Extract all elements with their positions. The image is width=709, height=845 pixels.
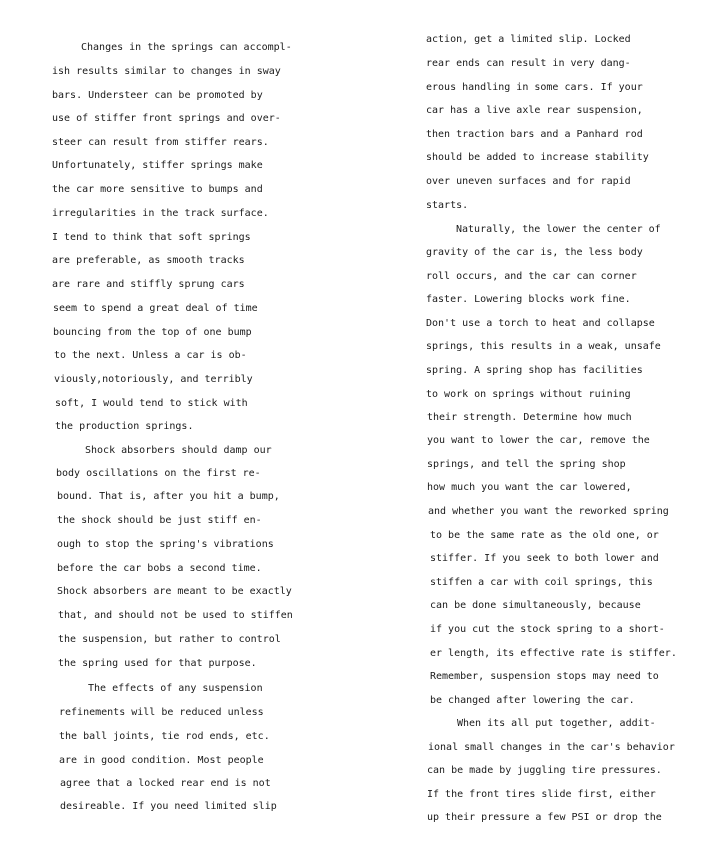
text-line: Shock absorbers are meant to be exactly — [57, 586, 292, 597]
text-line: if you cut the stock spring to a short- — [430, 624, 665, 635]
text-line: stiffer. If you seek to both lower and — [430, 553, 659, 564]
text-line: viously,notoriously, and terribly — [54, 374, 253, 385]
text-line: the suspension, but rather to control — [58, 634, 281, 645]
text-line: the ball joints, tie rod ends, etc. — [59, 731, 270, 742]
text-line: be changed after lowering the car. — [430, 695, 635, 706]
text-line: the shock should be just stiff en- — [57, 515, 262, 526]
text-line: stiffen a car with coil springs, this — [430, 577, 653, 588]
text-line: the car more sensitive to bumps and — [52, 184, 263, 195]
text-line: car has a live axle rear suspension, — [426, 105, 643, 116]
text-line: are in good condition. Most people — [59, 755, 264, 766]
text-line: bouncing from the top of one bump — [53, 327, 252, 338]
text-line: rear ends can result in very dang- — [426, 58, 631, 69]
text-line: When its all put together, addit- — [457, 718, 656, 729]
text-line: Naturally, the lower the center of — [456, 224, 661, 235]
text-line: Don't use a torch to heat and collapse — [426, 318, 655, 329]
text-line: how much you want the car lowered, — [427, 482, 632, 493]
text-line: can be done simultaneously, because — [430, 600, 641, 611]
text-line: steer can result from stiffer rears. — [52, 137, 269, 148]
text-line: seem to spend a great deal of time — [53, 303, 258, 314]
text-line: to work on springs without ruining — [426, 389, 631, 400]
text-line: use of stiffer front springs and over- — [52, 113, 281, 124]
text-line: gravity of the car is, the less body — [426, 247, 643, 258]
text-line: irregularities in the track surface. — [52, 208, 269, 219]
text-line: are rare and stiffly sprung cars — [52, 279, 245, 290]
text-line: Shock absorbers should damp our — [85, 445, 272, 456]
text-line: up their pressure a few PSI or drop the — [427, 812, 662, 823]
text-line: ional small changes in the car's behavior — [428, 742, 675, 753]
text-column-left — [50, 0, 350, 845]
text-line: agree that a locked rear end is not — [60, 778, 271, 789]
text-line: spring. A spring shop has facilities — [426, 365, 643, 376]
text-line: body oscillations on the first re- — [56, 468, 261, 479]
text-line: soft, I would tend to stick with — [55, 398, 248, 409]
text-line: then traction bars and a Panhard rod — [426, 129, 643, 140]
text-line: to be the same rate as the old one, or — [430, 530, 659, 541]
text-line: can be made by juggling tire pressures. — [427, 765, 662, 776]
text-line: should be added to increase stability — [426, 152, 649, 163]
text-line: and whether you want the reworked spring — [428, 506, 669, 517]
text-line: ish results similar to changes in sway — [52, 66, 281, 77]
text-line: I tend to think that soft springs — [52, 232, 251, 243]
text-line: If the front tires slide first, either — [427, 789, 656, 800]
text-line: erous handling in some cars. If your — [426, 82, 643, 93]
text-line: bars. Understeer can be promoted by — [52, 90, 263, 101]
text-line: over uneven surfaces and for rapid — [426, 176, 631, 187]
text-line: ough to stop the spring's vibrations — [57, 539, 274, 550]
text-line: the production springs. — [55, 421, 194, 432]
text-line: action, get a limited slip. Locked — [426, 34, 631, 45]
text-line: bound. That is, after you hit a bump, — [57, 491, 280, 502]
text-line: springs, this results in a weak, unsafe — [426, 341, 661, 352]
text-line: er length, its effective rate is stiffer. — [430, 648, 677, 659]
text-line: starts. — [426, 200, 469, 211]
text-line: The effects of any suspension — [88, 683, 263, 694]
text-line: Unfortunately, stiffer springs make — [52, 160, 263, 171]
text-line: springs, and tell the spring shop — [427, 459, 626, 470]
text-column-right — [422, 0, 709, 845]
text-line: to the next. Unless a car is ob- — [54, 350, 247, 361]
text-line: roll occurs, and the car can corner — [426, 271, 637, 282]
text-line: Remember, suspension stops may need to — [430, 671, 659, 682]
text-line: Changes in the springs can accompl- — [81, 42, 292, 53]
text-line: desireable. If you need limited slip — [60, 801, 277, 812]
text-line: are preferable, as smooth tracks — [52, 255, 245, 266]
text-line: refinements will be reduced unless — [59, 707, 264, 718]
text-line: their strength. Determine how much — [427, 412, 632, 423]
text-line: that, and should not be used to stiffen — [58, 610, 293, 621]
text-line: faster. Lowering blocks work fine. — [426, 294, 631, 305]
text-line: you want to lower the car, remove the — [427, 435, 650, 446]
text-line: the spring used for that purpose. — [58, 658, 257, 669]
text-line: before the car bobs a second time. — [57, 563, 262, 574]
